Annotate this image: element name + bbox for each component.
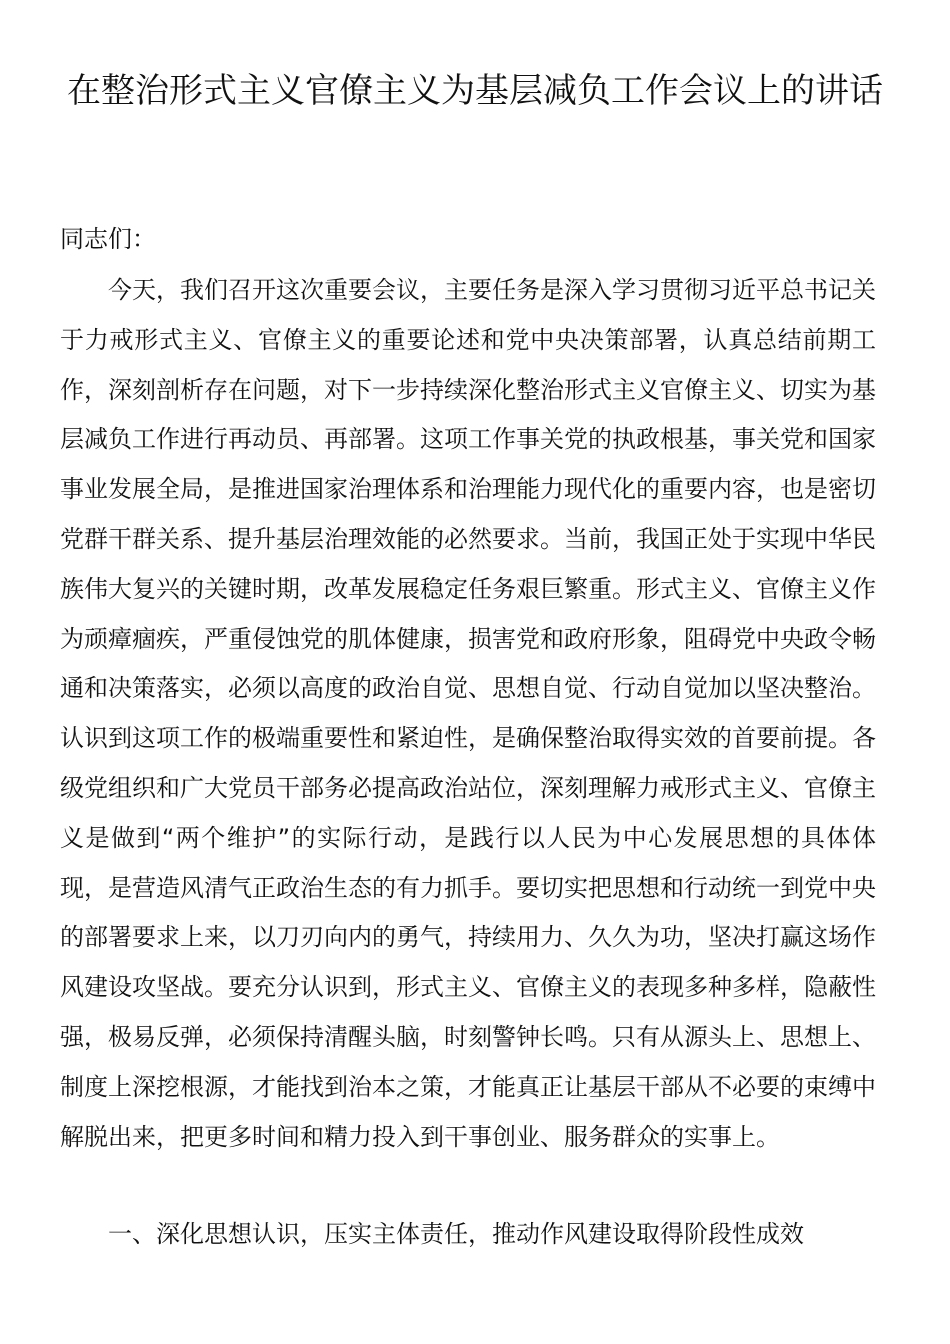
- section-heading: 一、深化思想认识，压实主体责任，推动作风建设取得阶段性成效: [108, 1220, 804, 1248]
- body-paragraph: 今天，我们召开这次重要会议，主要任务是深入学习贯彻习近平总书记关于力戒形式主义、官僚主义的重要论述和党中央决策部署，认真总结前期工作，深刻剖析存在问题，对下一步持续深化整治形式主义官僚主义、切实为基层减负工作进行再动员、再部署。这项工作事关党的执政根基，事关党和国家事业发展全局，是推进国家治理体系和治理能力现代化的重要内容，也是密切党群干群关系、提升基层治理效能的必然要求。当前，我国正处于实现中华民族伟大复兴的关键时期，改革发展稳定任务艰巨繁重。形式主义、官僚主义作为顽瘴痼疾，严重侵蚀党的肌体健康，损害党和政府形象，阻碍党中央政令畅通和决策落实，必须以高度的政治自觉、思想自觉、行动自觉加以坚决整治。认识到这项工作的极端重要性和紧迫性，是确保整治取得实效的首要前提。各级党组织和广大党员干部务必提高政治站位，深刻理解力戒形式主义、官僚主义是做到“两个维护”的实际行动，是践行以人民为中心发展思想的具体体现，是营造风清气正政治生态的有力抓手。要切实把思想和行动统一到党中央的部署要求上来，以刀刃向内的勇气，持续用力、久久为功，坚决打赢这场作风建设攻坚战。要充分认识到，形式主义、官僚主义的表现多种多样，隐蔽性强，极易反弹，必须保持清醒头脑，时刻警钟长鸣。只有从源头上、思想上、制度上深挖根源，才能找到治本之策，才能真正让基层干部从不必要的束缚中解脱出来，把更多时间和精力投入到干事创业、服务群众的实事上。: [60, 276, 876, 1151]
- salutation: 同志们：: [60, 225, 156, 253]
- document-title: 在整治形式主义官僚主义为基层减负工作会议上的讲话: [67, 71, 883, 111]
